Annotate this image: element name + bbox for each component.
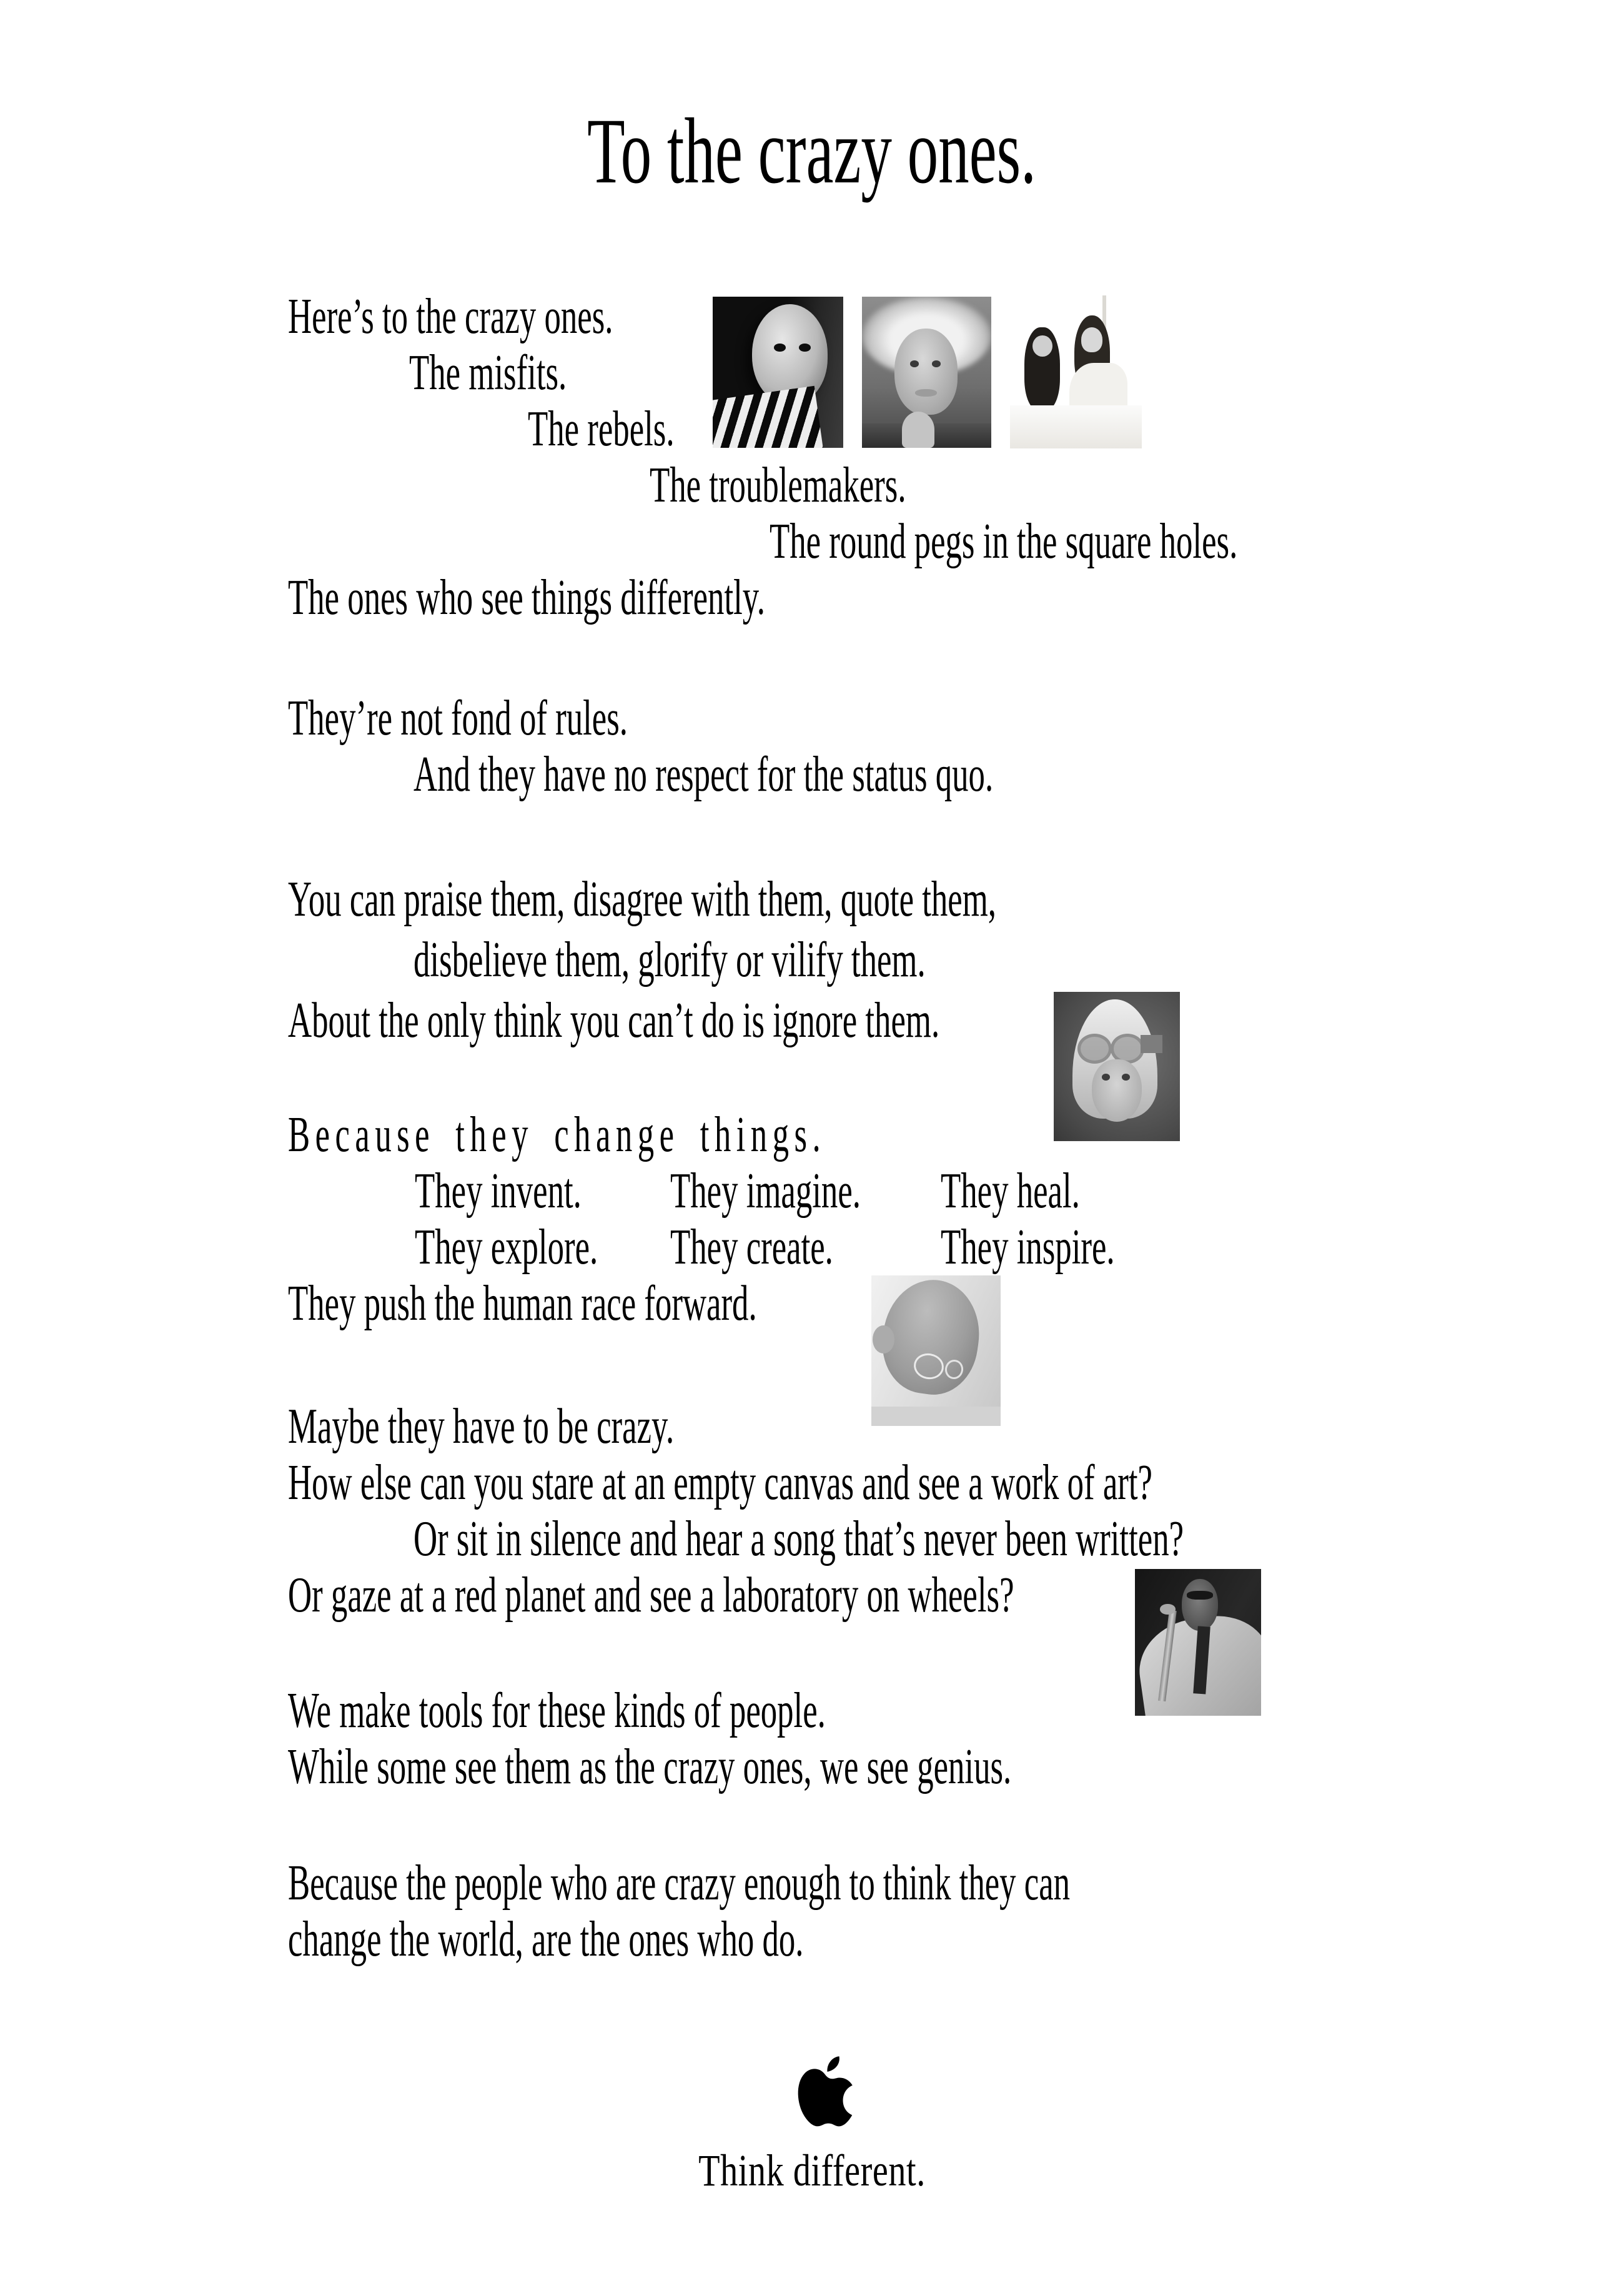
poem-line-text: They heal. [941, 1164, 1080, 1219]
poem-line-text: They’re not fond of rules. [288, 691, 628, 746]
poem-line [288, 690, 1537, 746]
trumpet-mouthpiece-shape [1160, 1604, 1175, 1614]
poem-line-text: How else can you stare at an empty canvas and see a work of art? [288, 1455, 1152, 1510]
poem-line-text: Because they change things. [288, 1107, 826, 1162]
poem-line-text: About the only think you can’t do is ignore them. [288, 993, 940, 1048]
poem-line [288, 1163, 1537, 1219]
lennon-and-ono-photo [1010, 295, 1142, 448]
poem-line-text: The troublemakers. [650, 458, 906, 513]
poem-line [288, 1739, 1537, 1795]
apple-logo-icon [790, 2052, 859, 2139]
stanza-change-the-world [288, 1855, 1537, 1967]
stanza-not-fond-of-rules [288, 690, 1537, 803]
poem-line [288, 1567, 1537, 1623]
portrait-eye-shape [932, 360, 941, 367]
poem-line-text: The rebels. [528, 402, 675, 457]
poem-line-text: They explore. [415, 1220, 598, 1275]
portrait-shoulder-shape [871, 1407, 1001, 1426]
poster-title-text: To the crazy ones. [587, 99, 1037, 203]
poem-line [288, 1107, 1537, 1163]
stanza-we-make-tools [288, 1683, 1537, 1795]
portrait-eye-shape [799, 344, 811, 352]
poem-line-text: Or sit in silence and hear a song that’s never been written? [413, 1512, 1184, 1566]
sunglasses-shape [1187, 1591, 1213, 1600]
poem-line [288, 1911, 1537, 1967]
portrait-eye-shape [910, 360, 919, 367]
poem-line [288, 1855, 1537, 1911]
poem-line [650, 457, 1537, 513]
tagline-text: Think different. [698, 2145, 926, 2195]
tagline [0, 2145, 1624, 2195]
poem-line-text: The ones who see things differently. [288, 570, 765, 625]
poem-line-text: change the world, are the ones who do. [288, 1912, 804, 1967]
poem-line [288, 869, 1537, 930]
portrait-face-shape [1092, 1059, 1142, 1122]
poem-line-text: The round pegs in the square holes. [770, 514, 1238, 569]
amelia-earhart-photo [1054, 992, 1180, 1141]
picasso-photo [713, 297, 843, 448]
poem-line-text: They inspire. [941, 1220, 1115, 1275]
poem-line-text: disbelieve them, glorify or vilify them. [413, 933, 926, 987]
portrait-mustache-shape [915, 389, 937, 397]
poem-line [288, 1455, 1537, 1511]
poem-line-text: You can praise them, disagree with them, quote them, [288, 872, 996, 927]
poem-line-text: Because the people who are crazy enough to think they can [288, 1856, 1071, 1911]
poem-line [770, 513, 1537, 570]
goggles-shape [1077, 1034, 1112, 1064]
stanza-praise-them [288, 869, 1537, 1051]
striped-shirt-shape [713, 386, 824, 448]
poem-line-text: They imagine. [670, 1164, 861, 1219]
portrait-head-shape [1182, 1579, 1219, 1630]
portrait-face-shape [1032, 335, 1052, 357]
poem-line-text: Here’s to the crazy ones. [288, 289, 613, 344]
poem-line-text: We make tools for these kinds of people. [288, 1683, 826, 1738]
portrait-face-shape [1081, 327, 1102, 352]
poem-line [288, 991, 1537, 1051]
portrait-face-shape [894, 329, 958, 415]
poem-line-text: The misfits. [409, 345, 567, 400]
poem-line [413, 1511, 1537, 1567]
poem-line-text: They push the human race forward. [288, 1276, 757, 1331]
poem-line [288, 570, 1537, 626]
miles-davis-photo [1135, 1569, 1261, 1716]
poem-line [413, 746, 1537, 803]
portrait-hand-shape [902, 412, 934, 448]
poem-line [288, 1683, 1537, 1739]
bed-shape [1010, 405, 1142, 448]
poster-title [0, 101, 1624, 201]
poem-line-text: They create. [670, 1220, 833, 1275]
gandhi-photo [871, 1275, 1001, 1426]
logo-area [0, 2052, 1624, 2139]
poem-line-text: Maybe they have to be crazy. [288, 1399, 675, 1454]
einstein-photo [862, 297, 991, 448]
poem-line [413, 930, 1537, 991]
goggle-strap-shape [1141, 1035, 1162, 1053]
stanza-maybe-crazy [288, 1398, 1537, 1623]
portrait-eye-shape [1102, 1074, 1110, 1081]
poem-line-text: Or gaze at a red planet and see a laboratory on wheels? [288, 1568, 1014, 1623]
poem-line [288, 1219, 1537, 1275]
poem-line-text: They invent. [415, 1164, 582, 1219]
poem-line-text: While some see them as the crazy ones, we see genius. [288, 1739, 1012, 1794]
poem-line-text: And they have no respect for the status quo. [413, 747, 994, 802]
